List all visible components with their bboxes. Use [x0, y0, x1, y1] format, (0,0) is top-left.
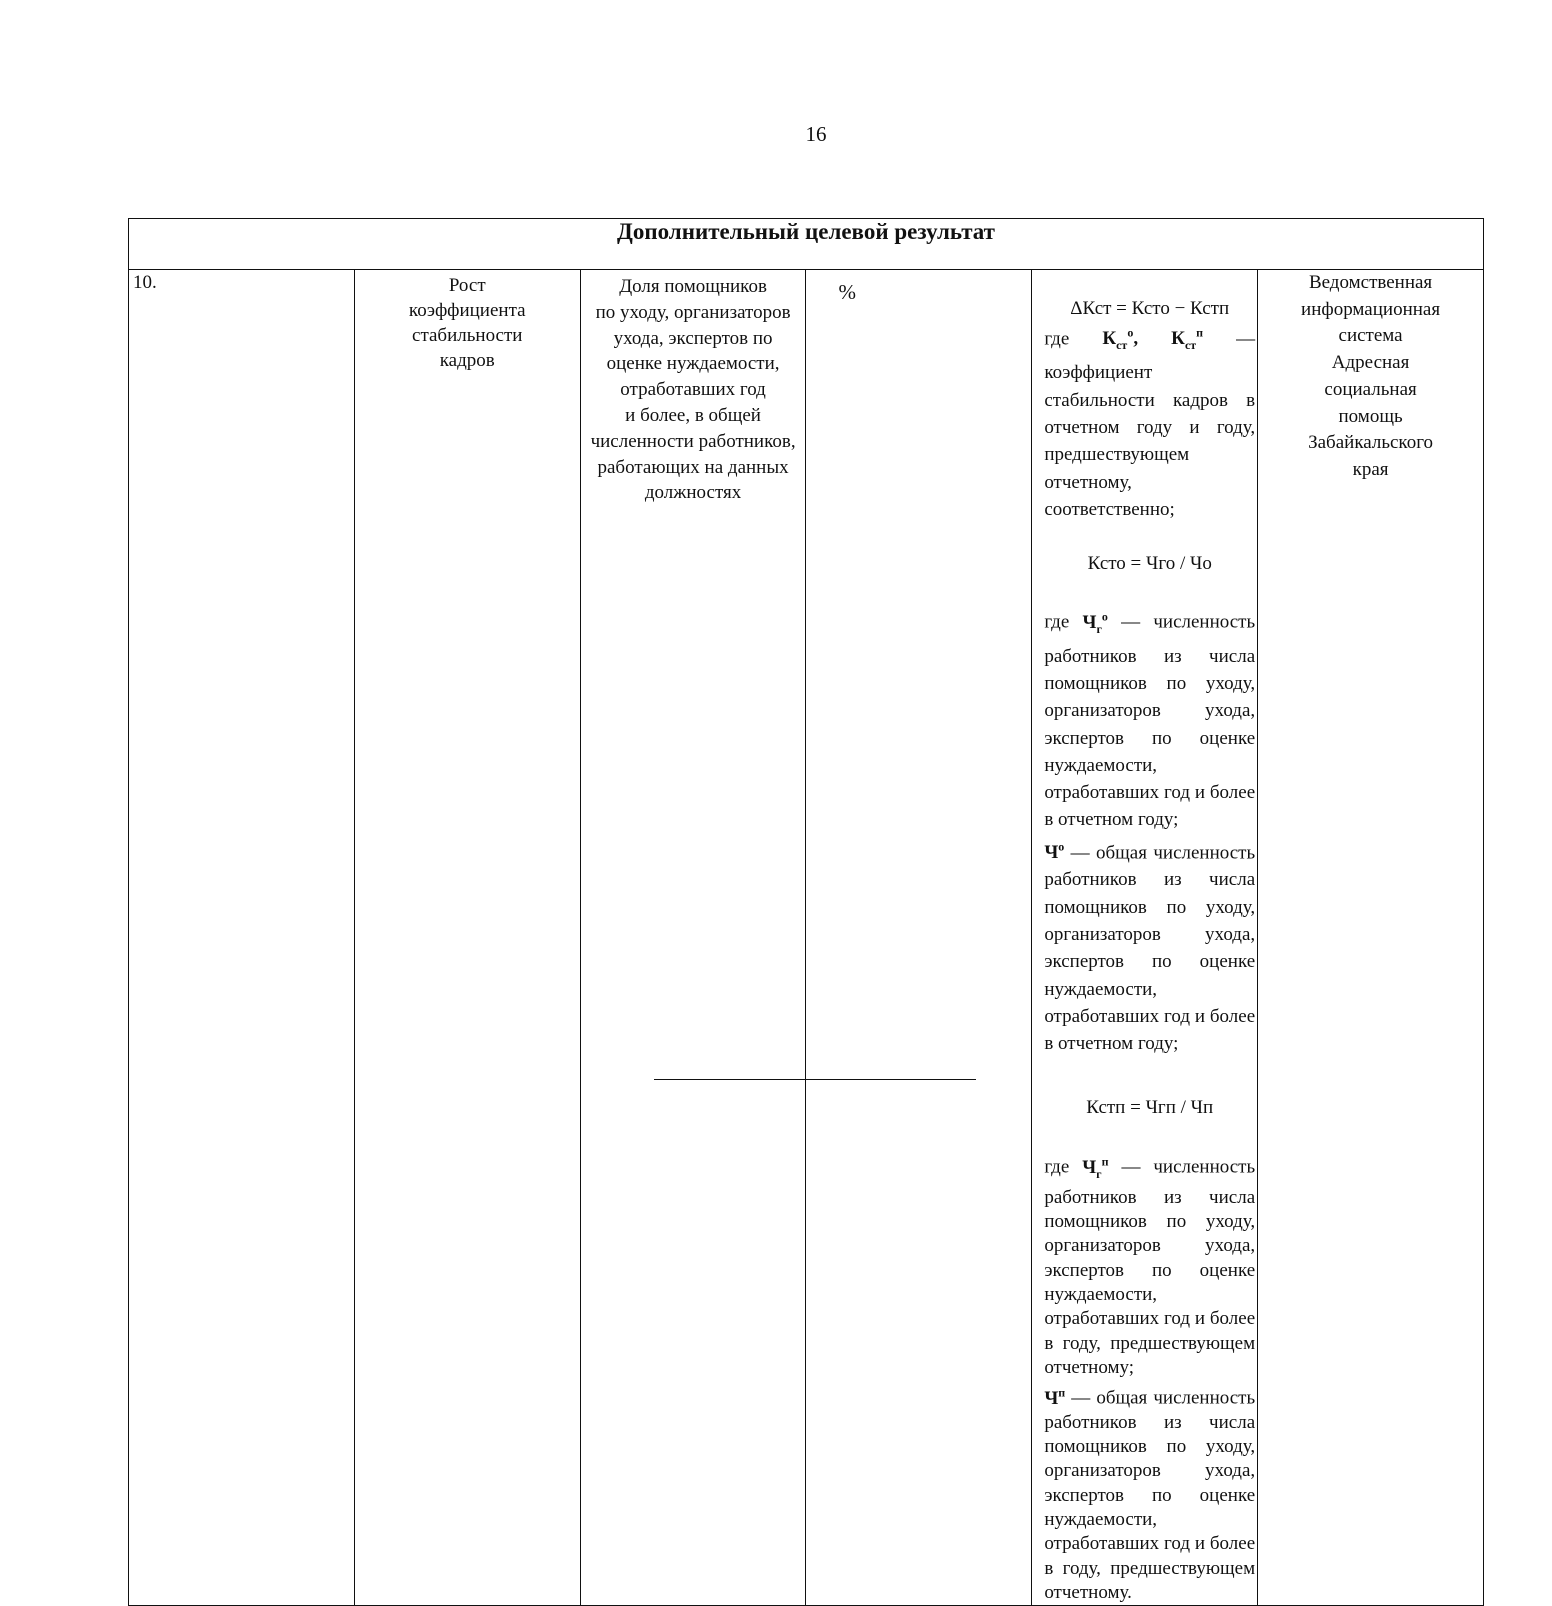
method-paragraph-1: где $К_{ст}^о$, $К_{ст}^п$ — коэффициент стабильности кадров в отчетном году и году, предшествующем отчетному, соответственно; — [1044, 326, 1256, 520]
data-source: Ведомственная информационная система Адресная социальная помощь Забайкальского края — [1258, 270, 1484, 1606]
section-title: Дополнительный целевой результат — [129, 219, 1484, 270]
indicator-table — [128, 218, 1484, 1606]
unit-of-measure: % — [806, 270, 1032, 1606]
method-paragraph-3: $Ч^о$ — общая численность работников из числа помощников по уходу, организаторов ухода, экспертов по оценке нуждаемости, отработавших год и более в отчетном году; — [1044, 839, 1256, 1055]
table-row — [129, 270, 1484, 1606]
method-paragraph-5: $Ч^п$ — общая численность работников из числа помощников по уходу, организаторов ухода, экспертов по оценке нуждаемости, отработавших год и более в году, предшествующем отчетному. — [1044, 1385, 1256, 1603]
table-header-row — [129, 219, 1484, 270]
formula-k-current: Ксто = Чго / Чо — [1087, 553, 1212, 575]
formula-k-previous: Кстп = Чгп / Чп — [1086, 1097, 1214, 1119]
symbol-ch-p: $Ч^п$ — [1044, 1385, 1066, 1409]
method-paragraph-4: где $Ч_г^п$ — численность работников из числа помощников по уходу, организаторов ухода, экспертов по оценке нуждаемости, отработавших год и более в году, предшествующем отчетному; — [1044, 1154, 1256, 1378]
indicator-name: Рост коэффициента стабильности кадров — [354, 270, 580, 1606]
row-number: 10. — [129, 270, 355, 1606]
page-number: 16 — [805, 122, 827, 146]
formula-delta: ΔКст = Ксто − Кстп — [1070, 298, 1230, 319]
symbol-ch-g-p: $Ч_г^п$ — [1082, 1154, 1109, 1181]
symbol-ch-g-o: $Ч_г^о$ — [1082, 609, 1108, 636]
footer-rule — [654, 1079, 976, 1080]
symbol-k-o: $К_{ст}^о$, $К_{ст}^п$ — [1102, 326, 1204, 353]
calculation-method — [1032, 270, 1258, 1606]
method-paragraph-2: где $Ч_г^о$ — численность работников из числа помощников по уходу, организаторов ухода, экспертов по оценке нуждаемости, отработавших год и более в отчетном году; — [1044, 609, 1256, 831]
symbol-ch-o: $Ч^о$ — [1044, 839, 1065, 864]
indicator-description: Доля помощников по уходу, организаторов ухода, экспертов по оценке нуждаемости, отработавших год и более, в общей численности работников, работающих на данных должностях — [580, 270, 806, 1606]
